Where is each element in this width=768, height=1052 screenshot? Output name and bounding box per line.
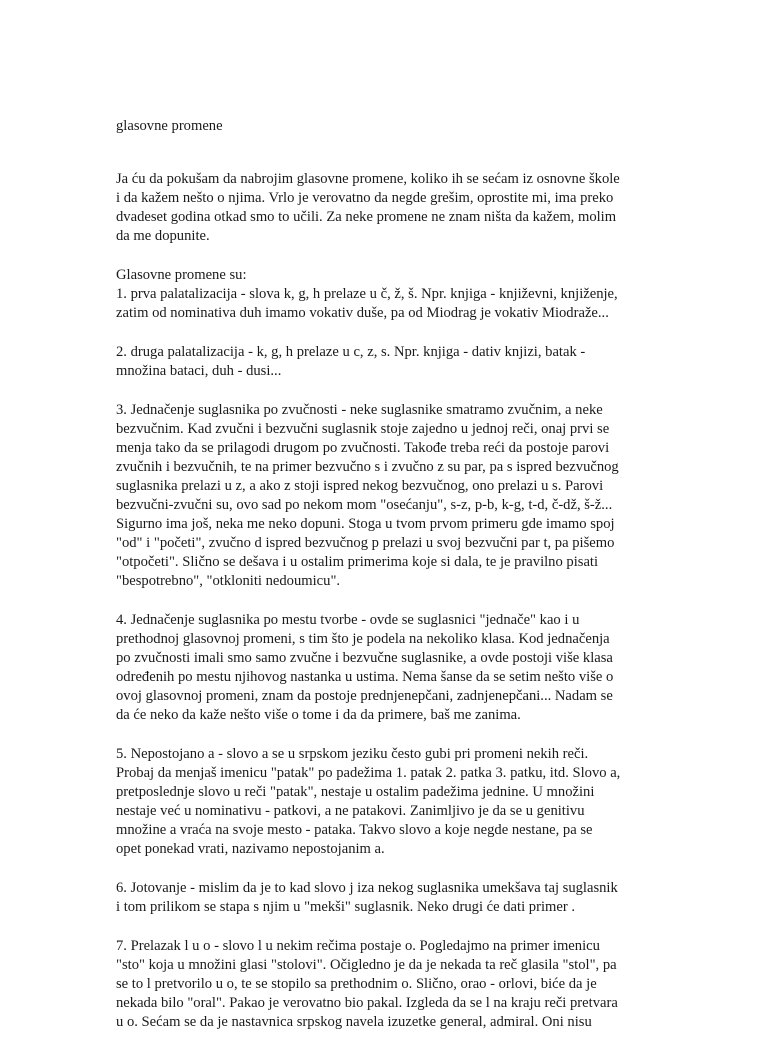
paragraph [116, 170, 632, 246]
text-line: "bespotrebno", "otkloniti nedoumicu". [116, 573, 341, 589]
text-line: bezvučnim. Kad zvučni i bezvučni suglasnik stoje zajedno u jednoj reči, onaj prvi se [116, 421, 610, 437]
text-line: određenih po mestu njihovog nastanka u ustima. Nema šanse da se setim nešto više o [116, 669, 614, 685]
text-line: se to l pretvorilo u o, te se stopilo sa prethodnim o. Slično, orao - orlovi, biće da je [116, 976, 597, 992]
text-line: Ja ću da pokušam da nabrojim glasovne promene, koliko ih se sećam iz osnovne škole [116, 171, 620, 187]
text-line: "od" i "početi", zvučno d ispred bezvučnog p prelazi u svoj bezvučni par t, pa pišemo [116, 535, 615, 551]
text-line: "otpočeti". Slično se dešava i u ostalim primerima koje si dala, te je pravilno pisati [116, 554, 599, 570]
text-line: nestaje već u nominativu - patkovi, a ne patakovi. Zanimljivo je da se u genitivu [116, 803, 585, 819]
text-line: 5. Nepostojano a - slovo a se u srpskom jeziku često gubi pri promeni nekih reči. [116, 746, 589, 762]
paragraph [116, 401, 632, 591]
text-line: Sigurno ima još, neka me neko dopuni. Stoga u tvom prvom primeru gde imamo spoj [116, 516, 615, 532]
text-line: po zvučnosti imali smo samo zvučne i bezvučne suglasnike, a ovde postoji više klasa [116, 650, 613, 666]
text-line: menja tako da se prilagodi drugom po zvučnosti. Takođe treba reći da postoje parovi [116, 440, 610, 456]
text-line: 1. prva palatalizacija - slova k, g, h prelaze u č, ž, š. Npr. knjiga - književni, knjiženje, [116, 286, 618, 302]
document-page [116, 117, 632, 1052]
text-line: u o. Sećam se da je nastavnica srpskog navela izuzetke general, admiral. Oni nisu [116, 1014, 592, 1030]
text-line: "sto" koja u množini glasi "stolovi". Očigledno je da je nekada ta reč glasila "stol", pa [116, 957, 617, 973]
document-title: glasovne promene [116, 118, 223, 134]
text-line: i tom prilikom se stapa s njim u "mekši" suglasnik. Neko drugi će dati primer . [116, 899, 575, 915]
text-line: zatim od nominativa duh imamo vokativ duše, pa od Miodrag je vokativ Miodraže... [116, 305, 609, 321]
text-line: 4. Jednačenje suglasnika po mestu tvorbe - ovde se suglasnici "jednače" kao i u [116, 612, 580, 628]
text-line: opet ponekad vrati, nazivamo nepostojanim a. [116, 841, 385, 857]
text-line: ovoj glasovnoj promeni, znam da postoje prednjenepčani, zadnjenepčani... Nadam se [116, 688, 613, 704]
paragraph [116, 285, 632, 323]
text-line: 6. Jotovanje - mislim da je to kad slovo j iza nekog suglasnika umekšava taj suglasnik [116, 880, 618, 896]
document-body [116, 170, 632, 1032]
paragraph [116, 745, 632, 859]
text-line: i da kažem nešto o njima. Vrlo je verovatno da negde grešim, oprostite mi, ima preko [116, 190, 614, 206]
text-line: 2. druga palatalizacija - k, g, h prelaze u c, z, s. Npr. knjiga - dativ knjizi, batak - [116, 344, 586, 360]
text-line: Glasovne promene su: [116, 267, 247, 283]
text-line: dvadeset godina otkad smo to učili. Za neke promene ne znam ništa da kažem, molim [116, 209, 617, 225]
text-line: 7. Prelazak l u o - slovo l u nekim rečima postaje o. Pogledajmo na primer imenicu [116, 938, 600, 954]
text-line: zvučnih i bezvučnih, te na primer bezvučno s i zvučno z su par, pa s ispred bezvučnog [116, 459, 619, 475]
text-line: bezvučni-zvučni su, ovo sad po nekom mom "osećanju", s-z, p-b, k-g, t-d, č-dž, š-ž... [116, 497, 613, 513]
text-line: množine a vraća na svoje mesto - pataka. Takvo slovo a koje negde nestane, pa se [116, 822, 593, 838]
text-line: pretposlednje slovo u reči "patak", nestaje u ostalim padežima jednine. U množini [116, 784, 595, 800]
paragraph [116, 343, 632, 381]
paragraph [116, 937, 632, 1032]
text-line: da me dopunite. [116, 228, 210, 244]
paragraph [116, 879, 632, 917]
paragraph [116, 266, 632, 285]
text-line: prethodnoj glasovnoj promeni, s tim što je podela na nekoliko klasa. Kod jednačenja [116, 631, 610, 647]
text-line: nekada bilo "oral". Pakao je verovatno bio pakal. Izgleda da se l na kraju reči pretvara [116, 995, 618, 1011]
text-line: suglasnika prelazi u z, a ako z stoji ispred nekog bezvučnog, ono prelazi u s. Parovi [116, 478, 604, 494]
text-line: množina bataci, duh - dusi... [116, 363, 282, 379]
paragraph [116, 611, 632, 725]
text-line: 3. Jednačenje suglasnika po zvučnosti - neke suglasnike smatramo zvučnim, a neke [116, 402, 603, 418]
text-line: Probaj da menjaš imenicu "patak" po padežima 1. patak 2. patka 3. patku, itd. Slovo a, [116, 765, 621, 781]
text-line: da će neko da kaže nešto više o tome i da da primere, baš me zanima. [116, 707, 521, 723]
